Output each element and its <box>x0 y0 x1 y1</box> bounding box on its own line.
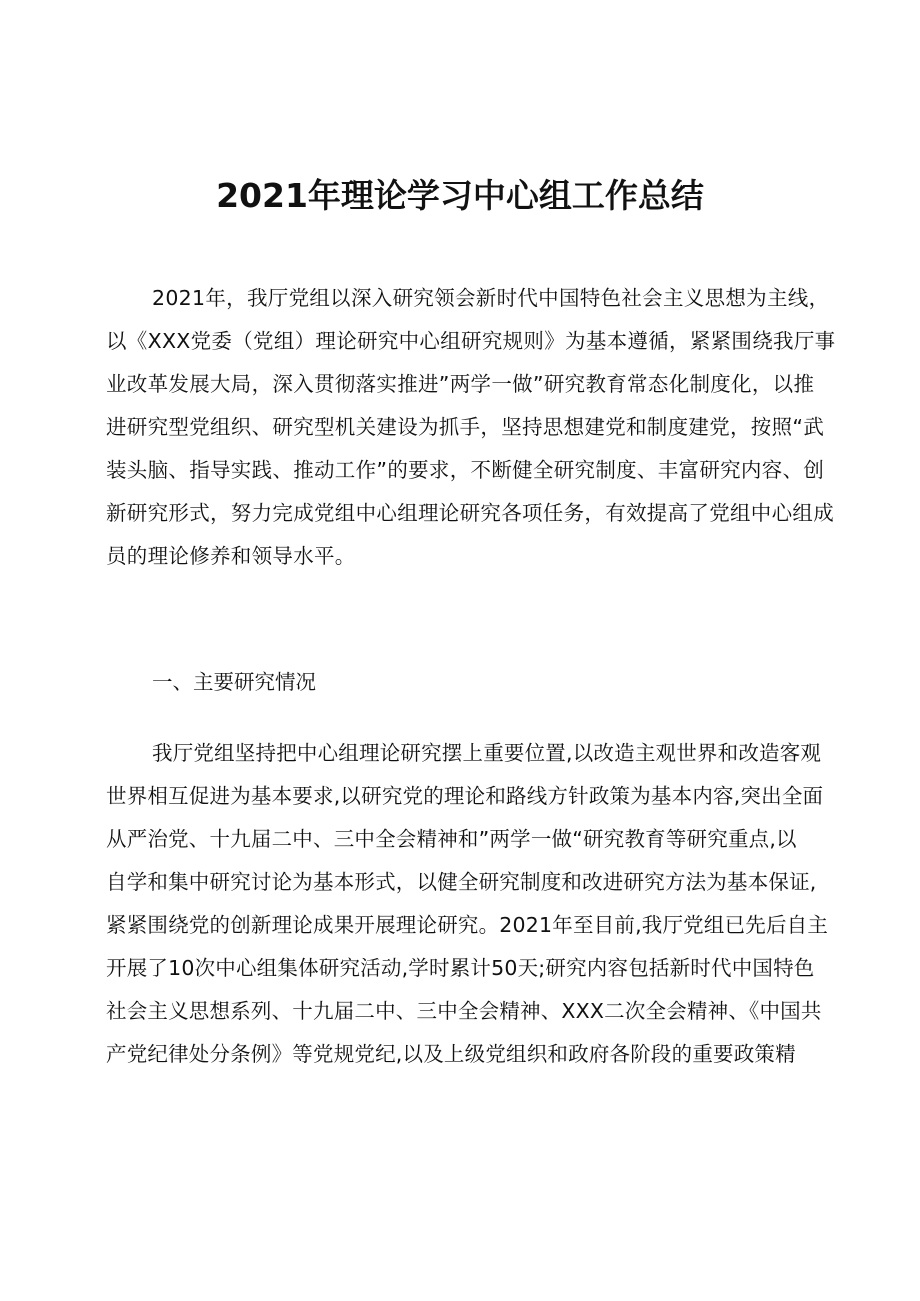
paragraph-line: 新研究形式，努力完成党组中心组理论研究各项任务，有效提高了党组中心组成 <box>106 501 834 525</box>
paragraph-line: 以《XXX党委（党组）理论研究中心组研究规则》为基本遵循，紧紧围绕我厅事 <box>106 329 836 353</box>
paragraph-line: 自学和集中研究讨论为基本形式，以健全研究制度和改进研究方法为基本保证, <box>106 870 817 894</box>
paragraph-line: 开展了10次中心组集体研究活动,学时累计50天;研究内容包括新时代中国特色 <box>106 956 815 980</box>
paragraph-line: 世界相互促进为基本要求,以研究党的理论和路线方针政策为基本内容,突出全面 <box>106 784 824 808</box>
paragraph-line: 社会主义思想系列、十九届二中、三中全会精神、XXX二次全会精神、《中国共 <box>106 999 822 1023</box>
paragraph-line: 从严治党、十九届二中、三中全会精神和”两学一做“研究教育等研究重点,以 <box>106 827 797 851</box>
paragraph-line: 员的理论修养和领导水平。 <box>106 544 356 568</box>
paragraph-line: 紧紧围绕党的创新理论成果开展理论研究。2021年至目前,我厅党组已先后自主 <box>106 913 829 937</box>
paragraph-line: 产党纪律处分条例》等党规党纪,以及上级党组织和政府各阶段的重要政策精 <box>106 1042 796 1066</box>
paragraph-line: 我厅党组坚持把中心组理论研究摆上重要位置,以改造主观世界和改造客观 <box>152 741 822 765</box>
paragraph-line: 2021年，我厅党组以深入研究领会新时代中国特色社会主义思想为主线， <box>152 286 830 310</box>
paragraph-line: 进研究型党组织、研究型机关建设为抓手，坚持思想建党和制度建党，按照“武 <box>106 415 825 439</box>
paragraph-line: 业改革发展大局，深入贯彻落实推进”两学一做”研究教育常态化制度化，以推 <box>106 372 815 396</box>
document-title: 2021年理论学习中心组工作总结 <box>216 176 704 215</box>
paragraph-line: 装头脑、指导实践、推动工作”的要求，不断健全研究制度、丰富研究内容、创 <box>106 458 825 482</box>
section-heading: 一、主要研究情况 <box>152 670 316 694</box>
